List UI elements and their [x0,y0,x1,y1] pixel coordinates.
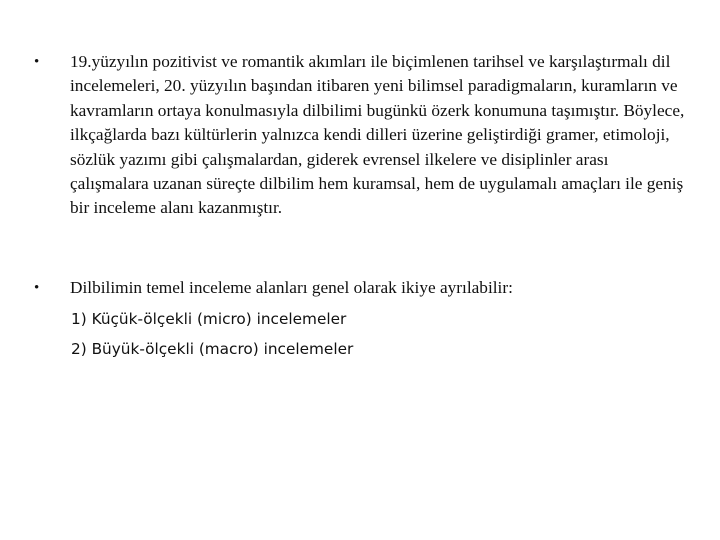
bullet-marker: • [34,280,40,296]
bullet-text: Dilbilimin temel inceleme alanları genel olarak ikiye ayrılabilir: [70,278,513,297]
bullet-paragraph-history [34,50,690,221]
bullet-text: 19.yüzyılın pozitivist ve romantik akımları ile biçimlenen tarihsel ve karşılaştırmalı dil incelemeleri, 20. yüzyılın başından itibaren yeni bilimsel paradigmaların, kuramların ve kavramların ortaya konulmasıyla dilbilimi bugünkü özerk konumuna taşımıştır. Böylece, ilkçağlarda bazı kültürlerin yalnızca kendi dilleri üzerine geliştirdiği gramer, etimoloji, sözlük yazımı gibi çalışmalardan, giderek evrensel ilkelere ve disiplinler arası çalışmalara uzanan süreçte dilbilim hem kuramsal, hem de uygulamalı amaçları ile geniş bir inceleme alanı kazanmıştır. [70,52,685,218]
bullet-paragraph-areas [34,276,690,300]
sub-list-item-macro: 2) Büyük-ölçekli (macro) incelemeler [71,340,354,358]
sub-list [71,304,353,364]
bullet-marker: • [34,54,40,70]
sub-list-item-micro: 1) Küçük-ölçekli (micro) incelemeler [71,310,347,328]
